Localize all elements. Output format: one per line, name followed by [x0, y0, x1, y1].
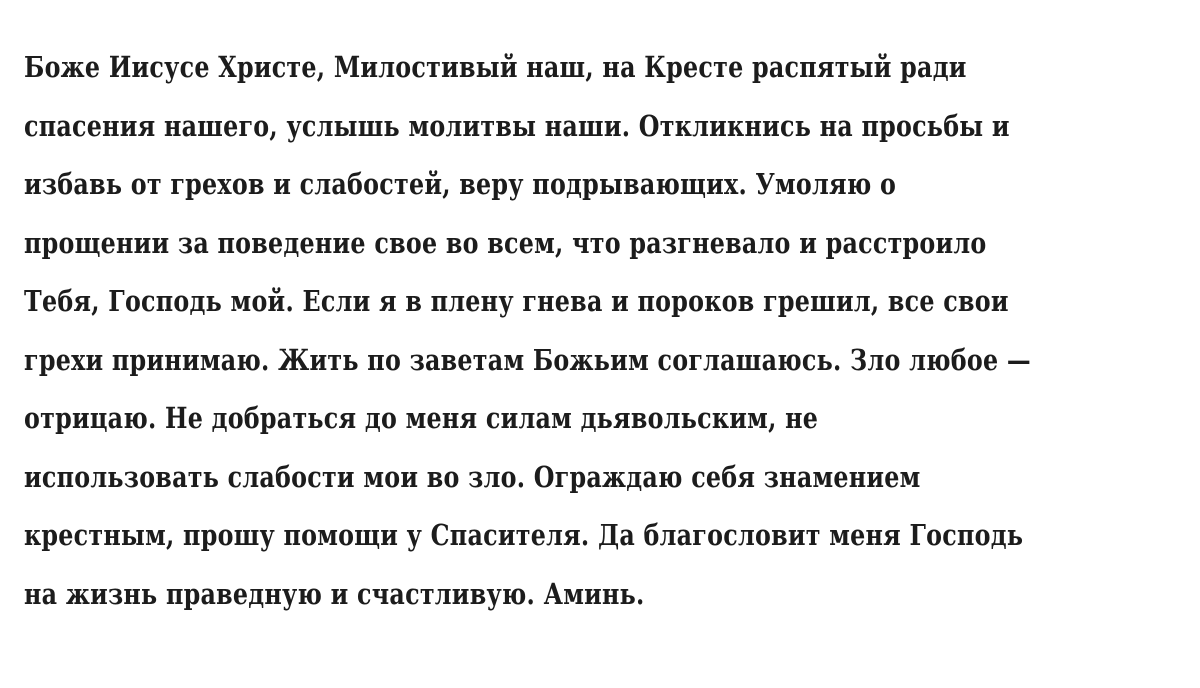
prayer-line-1: Боже Иисусе Христе, Милостивый наш, на Кресте распятый ради	[24, 50, 967, 84]
prayer-line-10: на жизнь праведную и счастливую. Аминь.	[24, 576, 645, 611]
prayer-line-5: Тебя, Господь мой. Если я в плену гнева и пороков грешил, все свои	[24, 284, 1009, 318]
prayer-line-3: избавь от грехов и слабостей, веру подрывающих. Умоляю о	[24, 167, 897, 201]
prayer-line-8: использовать слабости мои во зло. Ограждаю себя знамением	[24, 459, 921, 494]
prayer-line-9: крестным, прошу помощи у Спасителя. Да благословит меня Господь	[24, 518, 1024, 552]
prayer-line-6: грехи принимаю. Жить по заветам Божьим соглашаюсь. Зло любое —	[24, 342, 1031, 377]
prayer-line-7: отрицаю. Не добраться до меня силам дьявольским, не	[24, 401, 819, 435]
prayer-text	[24, 38, 1200, 623]
prayer-line-4: прощении за поведение свое во всем, что разгневало и расстроило	[24, 225, 987, 260]
prayer-line-2: спасения нашего, услышь молитвы наши. Откликнись на просьбы и	[24, 108, 1010, 143]
